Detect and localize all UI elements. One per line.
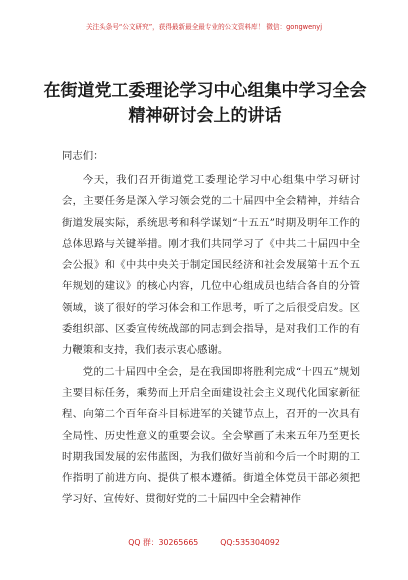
footer-qq: QQ:535304092 (220, 538, 280, 547)
document-body (62, 170, 360, 511)
header-banner: 关注头条号“公文研究”，获得最新最全最专业的公文资料库！ 微信：gongwenyj (85, 23, 323, 31)
document-title: 在街道党工委理论学习中心组集中学习全会精神研讨会上的讲话 (43, 81, 367, 126)
salutation: 同志们： (62, 150, 104, 162)
body-paragraph: 今天，我们召开街道党工委理论学习中心组集中学习研讨会，主要任务是深入学习领会党的二十届四中全会精神，并结合街道发展实际，系统思考和科学谋划“十五五”时期及明年工作的总体思路与关键举措。刚才我们共同学习了《中共二十届四中全会公报》和《中共中央关于制定国民经济和社会发展第十五个五年规划的建议》的核心内容，几位中心组成员也结合各自的分管领域，谈了很好的学习体会和工作思考，听了之后很受启发。区委组织部、区委宣传统战部的同志到会指导，是对我们工作的有力鞭策和支持，我们表示衷心感谢。 (62, 174, 360, 357)
body-paragraph: 党的二十届四中全会，是在我国即将胜利完成“十四五”规划主要目标任务，乘势而上开启全面建设社会主义现代化国家新征程、向第二个百年奋斗目标进军的关键节点上，召开的一次具有全局性、历史性意义的重要会议。全会擘画了未来五年乃至更长时期我国发展的宏伟蓝图，为我们做好当前和今后一个时期的工作指明了前进方向、提供了根本遵循。街道全体党员干部必须把学习好、宣传好、贯彻好党的二十届四中全会精神作 (62, 365, 360, 506)
footer-qq-group: QQ 群：30265665 (128, 538, 199, 547)
footer-contact (0, 537, 408, 548)
